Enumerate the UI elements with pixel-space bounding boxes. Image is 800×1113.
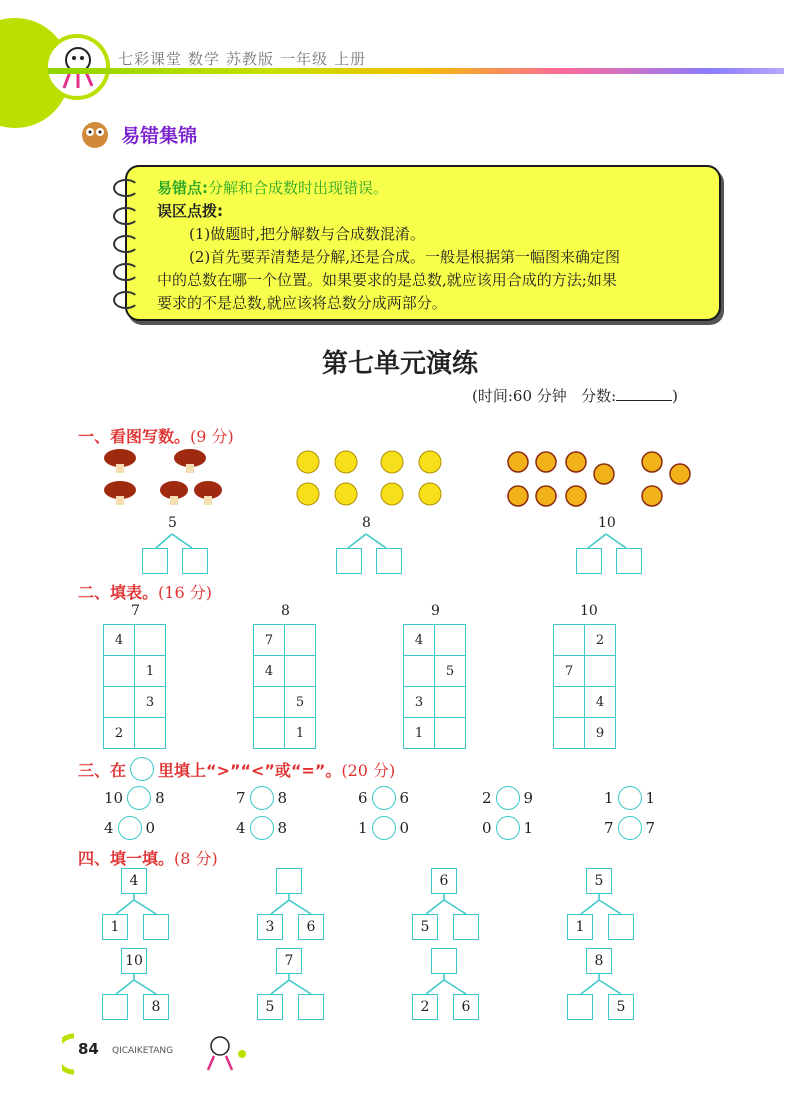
table-cell[interactable]: 5	[285, 687, 316, 718]
owl-icon	[78, 118, 112, 150]
compare-item: 1 0	[358, 816, 409, 840]
compare-circle[interactable]	[496, 786, 520, 810]
table-1-total: 7	[131, 603, 140, 619]
table-2	[253, 624, 316, 749]
table-cell[interactable]: 3	[135, 687, 166, 718]
bee-icons	[500, 448, 700, 514]
compare-circle[interactable]	[250, 786, 274, 810]
tree-left-box[interactable]	[102, 994, 128, 1020]
tree-top-box[interactable]: 5	[586, 868, 612, 894]
binder-ring	[113, 291, 139, 309]
table-cell[interactable]	[404, 656, 435, 687]
table-cell[interactable]	[435, 625, 466, 656]
section-title: 易错集锦	[121, 124, 198, 147]
mascot-icon	[208, 1037, 232, 1070]
compare-circle[interactable]	[118, 816, 142, 840]
compare-circle[interactable]	[127, 786, 151, 810]
compare-item: 4 0	[104, 816, 155, 840]
tree-top-box[interactable]: 4	[121, 868, 147, 894]
compare-item: 4 8	[236, 816, 287, 840]
tree-top-box[interactable]: 10	[121, 948, 147, 974]
tree-top-box[interactable]: 6	[431, 868, 457, 894]
table-1	[103, 624, 166, 749]
header-text: 七彩课堂 数学 苏教版 一年级 上册	[118, 50, 367, 68]
table-cell[interactable]: 2	[585, 625, 616, 656]
table-4-total: 10	[580, 603, 598, 619]
error-point: 易错点:分解和合成数时出现错误。	[157, 179, 389, 197]
time-score-line: (时间:60 分钟 分数: )	[472, 387, 678, 405]
q1-answer-box[interactable]	[142, 548, 168, 574]
table-cell[interactable]: 4	[404, 625, 435, 656]
circle-icon	[130, 757, 154, 781]
tree-left-box[interactable]: 2	[412, 994, 438, 1020]
table-cell[interactable]: 1	[135, 656, 166, 687]
table-cell[interactable]	[435, 718, 466, 749]
table-cell[interactable]	[135, 625, 166, 656]
table-cell[interactable]: 4	[104, 625, 135, 656]
tree-left-box[interactable]	[567, 994, 593, 1020]
table-cell[interactable]: 1	[404, 718, 435, 749]
table-cell[interactable]: 4	[254, 656, 285, 687]
chick-group	[294, 448, 444, 514]
table-3-total: 9	[431, 603, 440, 619]
tree-right-box[interactable]	[453, 914, 479, 940]
bee-group	[500, 448, 700, 518]
table-3	[403, 624, 466, 749]
tree-left-box[interactable]: 5	[257, 994, 283, 1020]
page-title: 第七单元演练	[321, 349, 478, 379]
table-cell[interactable]	[435, 687, 466, 718]
tree-left-box[interactable]: 1	[567, 914, 593, 940]
tip-2-line-1: (2)首先要弄清楚是分解,还是合成。一般是根据第一幅图来确定图	[189, 248, 621, 266]
compare-item: 6 6	[358, 786, 409, 810]
compare-circle[interactable]	[618, 786, 642, 810]
table-cell[interactable]: 7	[254, 625, 285, 656]
tree-top-box[interactable]: 8	[586, 948, 612, 974]
compare-item: 10 8	[104, 786, 165, 810]
compare-item: 7 8	[236, 786, 287, 810]
mushroom-group	[100, 446, 230, 514]
compare-circle[interactable]	[618, 816, 642, 840]
table-cell[interactable]	[104, 656, 135, 687]
q1-answer-box[interactable]	[182, 548, 208, 574]
tree-right-box[interactable]	[143, 914, 169, 940]
tip-2-line-3: 要求的不是总数,就应该将总数分成两部分。	[157, 294, 447, 312]
tree-right-box[interactable]: 5	[608, 994, 634, 1020]
score-blank[interactable]	[616, 400, 672, 401]
compare-circle[interactable]	[250, 816, 274, 840]
tree-left-box[interactable]: 3	[257, 914, 283, 940]
section-header	[78, 118, 197, 150]
tree-right-box[interactable]	[608, 914, 634, 940]
table-cell[interactable]	[104, 687, 135, 718]
table-cell[interactable]: 5	[435, 656, 466, 687]
mascot-icon	[48, 38, 106, 96]
tree-right-box[interactable]: 6	[453, 994, 479, 1020]
tip-2-line-2: 中的总数在哪一个位置。如果要求的是总数,就应该用合成的方法;如果	[157, 271, 617, 289]
binder-ring	[113, 179, 139, 197]
page-number: 84	[78, 1040, 99, 1058]
compare-circle[interactable]	[496, 816, 520, 840]
tips-label: 误区点拨:	[157, 202, 223, 220]
mushroom-icons	[100, 446, 230, 510]
tip-1: (1)做题时,把分解数与合成数混淆。	[189, 225, 426, 243]
table-cell[interactable]	[285, 625, 316, 656]
q1-total-2: 8	[362, 515, 371, 531]
binder-ring	[113, 263, 139, 281]
table-4	[553, 624, 616, 749]
binder-ring	[113, 235, 139, 253]
q2-heading: 二、填表。(16 分)	[78, 583, 212, 602]
tree-right-box[interactable]: 8	[143, 994, 169, 1020]
compare-item: 2 9	[482, 786, 533, 810]
table-cell[interactable]	[585, 656, 616, 687]
table-cell[interactable]	[554, 625, 585, 656]
mascot-logo	[44, 34, 110, 100]
tree-left-box[interactable]: 1	[102, 914, 128, 940]
tree-left-box[interactable]: 5	[412, 914, 438, 940]
tree-top-box[interactable]	[276, 868, 302, 894]
compare-circle[interactable]	[372, 816, 396, 840]
q1-heading: 一、看图写数。(9 分)	[78, 427, 234, 446]
table-cell[interactable]: 4	[585, 687, 616, 718]
table-cell[interactable]	[554, 687, 585, 718]
compare-item: 1 1	[604, 786, 655, 810]
error-note-card	[125, 165, 721, 321]
q1-total-1: 5	[168, 515, 177, 531]
chick-icons	[294, 448, 444, 510]
q1-total-3: 10	[598, 515, 616, 531]
table-cell[interactable]: 3	[404, 687, 435, 718]
table-cell[interactable]	[135, 718, 166, 749]
compare-circle[interactable]	[372, 786, 396, 810]
table-cell[interactable]: 9	[585, 718, 616, 749]
q4-heading: 四、填一填。(8 分)	[78, 849, 218, 868]
q1-answer-box[interactable]	[576, 548, 602, 574]
q1-answer-box[interactable]	[336, 548, 362, 574]
table-cell[interactable]: 7	[554, 656, 585, 687]
q3-heading: 三、在 里填上“>”“<”或“=”。 (20 分)	[78, 757, 395, 781]
tree-top-box[interactable]: 7	[276, 948, 302, 974]
table-cell[interactable]	[554, 718, 585, 749]
compare-item: 7 7	[604, 816, 655, 840]
tree-top-box[interactable]	[431, 948, 457, 974]
footer-brand: QICAIKETANG	[112, 1046, 174, 1056]
binder-ring	[113, 207, 139, 225]
q1-answer-box[interactable]	[376, 548, 402, 574]
table-cell[interactable]	[254, 687, 285, 718]
tree-right-box[interactable]	[298, 994, 324, 1020]
table-cell[interactable]: 1	[285, 718, 316, 749]
table-2-total: 8	[281, 603, 290, 619]
table-cell[interactable]: 2	[104, 718, 135, 749]
compare-item: 0 1	[482, 816, 533, 840]
table-cell[interactable]	[285, 656, 316, 687]
q1-answer-box[interactable]	[616, 548, 642, 574]
tree-right-box[interactable]: 6	[298, 914, 324, 940]
table-cell[interactable]	[254, 718, 285, 749]
